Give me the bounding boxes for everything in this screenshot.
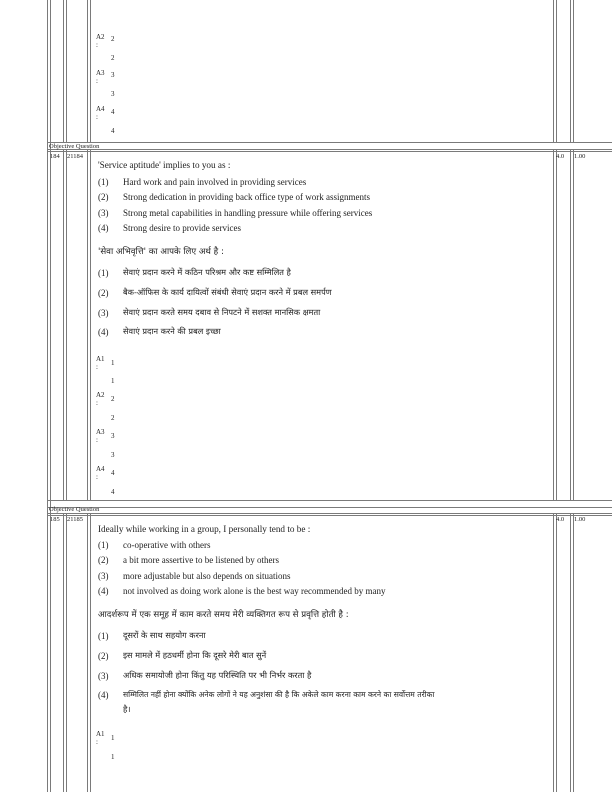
answer-colon: : bbox=[96, 363, 98, 371]
answer-value: 2 bbox=[111, 395, 115, 403]
option-number: (3) bbox=[98, 571, 109, 581]
question-negative-marks: 1.00 bbox=[574, 153, 586, 160]
option-number: (3) bbox=[98, 671, 109, 681]
option-text-en: a bit more assertive to be listened by others bbox=[123, 555, 279, 565]
answer-colon: : bbox=[96, 41, 98, 49]
row-border bbox=[47, 507, 612, 508]
option-number: (4) bbox=[98, 327, 109, 337]
answer-choice: 2 bbox=[111, 54, 115, 62]
question-id: 21185 bbox=[67, 516, 84, 523]
option-number: (2) bbox=[98, 288, 109, 298]
answer-label: A4 bbox=[96, 465, 105, 473]
answer-choice: 1 bbox=[111, 753, 115, 761]
row-border bbox=[47, 142, 612, 143]
question-marks: 4.0 bbox=[556, 516, 565, 523]
col-sep-right-2c bbox=[570, 514, 574, 792]
col-sep-2c bbox=[87, 514, 91, 792]
option-number: (4) bbox=[98, 586, 109, 596]
answer-choice: 2 bbox=[111, 414, 115, 422]
option-number: (3) bbox=[98, 308, 109, 318]
option-number: (1) bbox=[98, 268, 109, 278]
table-left-border bbox=[47, 0, 51, 792]
option-number: (4) bbox=[98, 223, 109, 233]
col-sep-right-2 bbox=[570, 0, 574, 143]
answer-colon: : bbox=[96, 436, 98, 444]
option-text-hi: दूसरों के साथ सहयोग करना bbox=[123, 630, 206, 640]
question-negative-marks: 1.00 bbox=[574, 516, 586, 523]
answer-choice: 3 bbox=[111, 451, 115, 459]
answer-value: 3 bbox=[111, 71, 115, 79]
option-text-en: Strong metal capabilities in handling pressure while offering services bbox=[123, 208, 373, 218]
answer-label: A3 bbox=[96, 69, 105, 77]
answer-label: A2 bbox=[96, 391, 105, 399]
col-sep-1 bbox=[63, 0, 67, 143]
col-sep-1b bbox=[63, 150, 67, 500]
answer-choice: 3 bbox=[111, 90, 115, 98]
answer-value: 4 bbox=[111, 108, 115, 116]
question-text-hi: आदर्शरूप में एक समूह में काम करते समय मेरी व्यक्तिगत रूप से प्रवृत्ति होती है : bbox=[98, 610, 349, 620]
answer-label: A3 bbox=[96, 428, 105, 436]
answer-label: A2 bbox=[96, 33, 105, 41]
option-text-hi: अधिक समायोजी होना किंतु यह परिस्थिति पर भी निर्भर करता है bbox=[123, 670, 312, 680]
option-number: (3) bbox=[98, 208, 109, 218]
option-number: (2) bbox=[98, 192, 109, 202]
question-number: 184 bbox=[50, 153, 60, 160]
col-sep-right-1b bbox=[553, 150, 557, 500]
col-sep-2 bbox=[87, 0, 91, 143]
answer-choice: 4 bbox=[111, 488, 115, 496]
col-sep-2b bbox=[87, 150, 91, 500]
row-border bbox=[47, 149, 612, 150]
answer-label: A4 bbox=[96, 105, 105, 113]
answer-colon: : bbox=[96, 738, 98, 746]
question-text-en: Ideally while working in a group, I personally tend to be : bbox=[98, 524, 311, 534]
row-border bbox=[47, 513, 612, 514]
answer-colon: : bbox=[96, 113, 98, 121]
row-border bbox=[47, 151, 612, 152]
option-text-hi: सम्मिलित नहीं होना क्योंकि अनेक लोगों ने यह अनुशंसा की है कि अकेले काम करना काम करने का सर्वोत्तम तरीका bbox=[123, 690, 435, 699]
option-text-hi: सेवाएं प्रदान करते समय दबाव से निपटने में सशक्त मानसिक क्षमता bbox=[123, 307, 321, 317]
section-label: Objective Question bbox=[49, 143, 100, 150]
answer-choice: 1 bbox=[111, 377, 115, 385]
option-text-hi: इस मामले में हठधर्मी होना कि दूसरे मेरी बात सुनें bbox=[123, 650, 267, 660]
option-text-en: co-operative with others bbox=[123, 540, 211, 550]
section-label: Objective Question bbox=[49, 506, 100, 513]
col-sep-right-1c bbox=[553, 514, 557, 792]
option-number: (2) bbox=[98, 555, 109, 565]
option-text-hi: सेवाएं प्रदान करने में कठिन परिश्रम और कष्ट सम्मिलित है bbox=[123, 267, 291, 277]
answer-value: 1 bbox=[111, 734, 115, 742]
answer-colon: : bbox=[96, 77, 98, 85]
option-text-en: Strong desire to provide services bbox=[123, 223, 241, 233]
option-number: (1) bbox=[98, 177, 109, 187]
option-number: (1) bbox=[98, 631, 109, 641]
option-text-en: more adjustable but also depends on situations bbox=[123, 571, 291, 581]
col-sep-1c bbox=[63, 514, 67, 792]
answer-label: A1 bbox=[96, 730, 105, 738]
option-text-en: not involved as doing work alone is the best way recommended by many bbox=[123, 586, 386, 596]
answer-choice: 4 bbox=[111, 127, 115, 135]
answer-label: A1 bbox=[96, 355, 105, 363]
col-sep-right-2b bbox=[570, 150, 574, 500]
col-sep-right-1 bbox=[553, 0, 557, 143]
option-number: (1) bbox=[98, 540, 109, 550]
row-border bbox=[47, 500, 612, 501]
question-number: 185 bbox=[50, 516, 60, 523]
option-number: (4) bbox=[98, 690, 109, 700]
option-number: (2) bbox=[98, 651, 109, 661]
question-id: 21184 bbox=[67, 153, 84, 160]
answer-colon: : bbox=[96, 399, 98, 407]
option-text-hi: सेवाएं प्रदान करने की प्रबल इच्छा bbox=[123, 326, 221, 336]
answer-value: 3 bbox=[111, 432, 115, 440]
answer-value: 2 bbox=[111, 35, 115, 43]
option-text-hi-continuation: है। bbox=[123, 704, 131, 714]
option-text-en: Strong dedication in providing back office type of work assignments bbox=[123, 192, 371, 202]
question-text-hi: 'सेवा अभिवृत्ति' का आपके लिए अर्थ है : bbox=[98, 247, 224, 257]
question-text-en: 'Service aptitude' implies to you as : bbox=[98, 160, 231, 170]
option-text-en: Hard work and pain involved in providing services bbox=[123, 177, 307, 187]
answer-colon: : bbox=[96, 473, 98, 481]
question-marks: 4.0 bbox=[556, 153, 565, 160]
option-text-hi: बैक-ऑफिस के कार्य दायित्वों संबंधी सेवाएं प्रदान करने में प्रबल समर्पण bbox=[123, 287, 332, 297]
row-border bbox=[47, 515, 612, 516]
answer-value: 4 bbox=[111, 469, 115, 477]
answer-value: 1 bbox=[111, 359, 115, 367]
